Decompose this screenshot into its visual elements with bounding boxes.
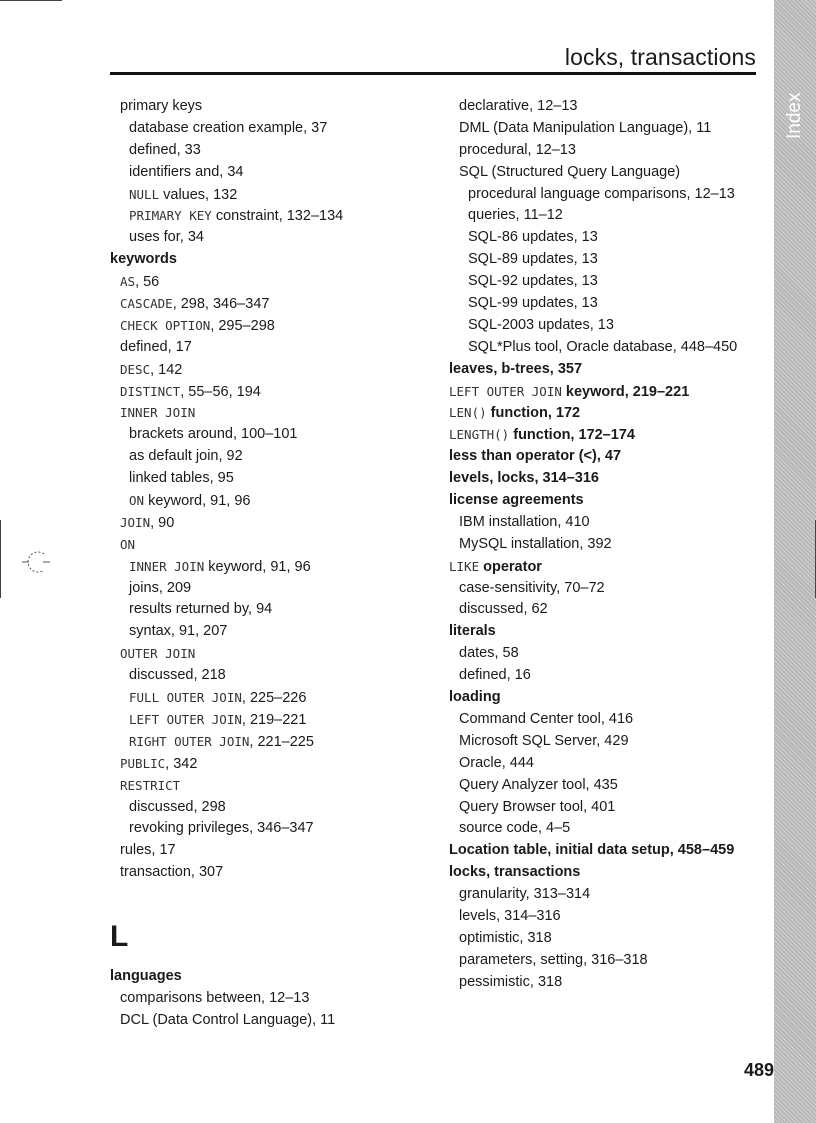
entry-text: syntax, 91, 207 [129,623,228,640]
entry-text: keyword, 91, 96 [204,558,311,575]
index-subentry [110,534,440,556]
entry-text: DCL (Data Control Language), 11 [120,1011,336,1028]
code-term: LEN() [449,405,487,421]
index-main-entry [449,359,764,381]
entry-text: MySQL installation, 392 [459,535,612,552]
index-subentry [110,709,440,731]
entry-text: as default join, 92 [129,448,243,465]
index-subentry [449,884,764,906]
index-subentry [449,512,764,534]
index-subentry [110,775,440,797]
entry-text: less than operator (<), 47 [449,448,622,465]
entry-text: defined, 17 [120,338,192,355]
entry-text: primary keys [120,98,203,114]
entry-text: Microsoft SQL Server, 429 [459,732,629,749]
code-term: AS [120,274,136,290]
code-term: CASCADE [120,296,173,312]
index-subentry [449,184,764,206]
index-subentry [110,665,440,687]
index-subentry [449,972,764,994]
entry-text: languages [110,968,182,985]
index-main-entry [110,249,440,271]
code-term: LEFT OUTER JOIN [129,711,242,727]
entry-text: SQL-99 updates, 13 [468,295,598,312]
entry-text: transaction, 307 [120,864,224,881]
code-term: LIKE [449,558,480,574]
index-main-entry [449,840,764,862]
index-subentry [449,140,764,162]
index-tab-strip [774,0,816,1123]
entry-text: comparisons between, 12–13 [120,989,310,1006]
entry-text: , 56 [135,274,160,291]
entry-text: SQL-92 updates, 13 [468,273,598,290]
index-main-entry [449,424,764,446]
code-term: DISTINCT [120,383,181,399]
code-term: ON [120,536,136,552]
code-term: PRIMARY KEY [129,208,212,224]
index-subentry [110,271,440,293]
entry-text: license agreements [449,492,584,509]
index-subentry [110,293,440,315]
index-subentry [449,599,764,621]
entry-text: case-sensitivity, 70–72 [459,579,605,596]
index-subentry [110,315,440,337]
header-rule [110,72,756,75]
index-subentry [449,249,764,271]
entry-text: defined, 33 [129,141,201,158]
entry-text: linked tables, 95 [129,470,234,487]
code-term: ON [129,493,145,509]
index-subentry [110,556,440,578]
index-subentry [110,643,440,665]
entry-text: constraint, 132–134 [211,208,344,225]
index-main-entry [449,556,764,578]
entry-text: loading [449,689,501,706]
entry-text: SQL-2003 updates, 13 [468,316,614,333]
code-term: CHECK OPTION [120,317,211,333]
index-main-entry [449,446,764,468]
code-term: PUBLIC [120,755,166,771]
index-subentry [110,162,440,184]
index-subentry [449,753,764,775]
index-column-left [110,96,440,1032]
entry-text: discussed, 62 [459,601,548,618]
entry-text: database creation example, 37 [129,119,328,136]
entry-text: L [110,920,129,954]
registration-target-icon [22,548,50,576]
entry-text: levels, 314–316 [459,907,561,924]
entry-text: Query Browser tool, 401 [459,798,616,815]
index-main-entry [449,468,764,490]
entry-text: , 298, 346–347 [172,296,270,313]
index-main-entry [449,381,764,403]
entry-text: Location table, initial data setup, 458–459 [449,842,735,859]
entry-text: discussed, 218 [129,667,226,684]
index-subentry [449,928,764,950]
index-subentry [110,490,440,512]
index-subentry [110,731,440,753]
index-subentry [449,709,764,731]
code-term: LEFT OUTER JOIN [449,383,562,399]
index-subentry [449,227,764,249]
entry-text: joins, 209 [129,579,192,596]
index-subentry [110,687,440,709]
index-subentry [449,96,764,118]
entry-text: , 219–221 [241,711,307,728]
code-term: INNER JOIN [129,558,205,574]
index-subentry [110,140,440,162]
index-subentry [110,402,440,424]
entry-text: function, 172 [486,405,581,422]
entry-text: literals [449,623,496,640]
index-subentry [110,96,440,118]
index-subentry [110,862,440,884]
entry-text: dates, 58 [459,645,519,662]
index-subentry [110,840,440,862]
entry-text: DML (Data Manipulation Language), 11 [459,119,712,136]
index-subentry [110,753,440,775]
entry-text: defined, 16 [459,667,531,684]
index-main-entry [449,490,764,512]
entry-text: locks, transactions [449,864,581,881]
index-subentry [110,988,440,1010]
index-subentry [110,205,440,227]
entry-text: source code, 4–5 [459,820,571,837]
entry-text: pessimistic, 318 [459,973,563,990]
entry-text: keyword, 219–221 [561,383,690,400]
code-term: RIGHT OUTER JOIN [129,733,250,749]
entry-text: , 295–298 [210,317,275,334]
index-subentry [449,797,764,819]
index-subentry [449,271,764,293]
entry-text: , 342 [165,755,198,772]
index-main-entry [449,402,764,424]
index-main-entry [449,621,764,643]
index-subentry [449,578,764,600]
section-spacer [110,884,440,908]
index-subentry [449,293,764,315]
entry-text: optimistic, 318 [459,929,552,946]
index-subentry [110,424,440,446]
index-subentry [449,643,764,665]
entry-text: operator [479,558,542,575]
entry-text: revoking privileges, 346–347 [129,820,314,837]
entry-text: identifiers and, 34 [129,163,244,180]
entry-text: keywords [110,251,177,268]
index-subentry [449,162,764,184]
code-term: DESC [120,361,151,377]
code-term: FULL OUTER JOIN [129,690,242,706]
entry-text: levels, locks, 314–316 [449,470,599,487]
entry-text: values, 132 [159,186,238,203]
code-term: OUTER JOIN [120,646,196,662]
index-column-right [449,96,764,994]
entry-text: Oracle, 444 [459,754,534,771]
index-subentry [110,184,440,206]
index-subentry [110,1010,440,1032]
entry-text: SQL (Structured Query Language) [459,163,681,180]
index-main-entry [449,862,764,884]
code-term: LENGTH() [449,427,510,443]
index-subentry [110,599,440,621]
entry-text: Query Analyzer tool, 435 [459,776,618,793]
entry-text: granularity, 313–314 [459,886,591,903]
page-number: 489 [743,1060,774,1080]
index-subentry [110,621,440,643]
index-subentry [110,337,440,359]
entry-text: , 55–56, 194 [180,383,261,400]
index-subentry [110,578,440,600]
crop-mark-top [0,0,62,1]
entry-text: SQL-89 updates, 13 [468,251,598,268]
index-subentry [110,468,440,490]
code-term: JOIN [120,514,151,530]
entry-text: rules, 17 [120,842,176,859]
index-subentry [110,818,440,840]
page-header-title: locks, transactions [564,44,756,70]
entry-text: , 142 [150,361,183,378]
index-subentry [449,775,764,797]
index-tab-label: Index [784,92,805,139]
entry-text: function, 172–174 [509,427,635,444]
index-subentry [449,665,764,687]
index-main-entry [110,966,440,988]
index-subentry [449,950,764,972]
index-subentry [449,534,764,556]
entry-text: , 221–225 [249,733,314,750]
entry-text: SQL*Plus tool, Oracle database, 448–450 [468,338,738,355]
index-subentry [449,118,764,140]
entry-text: Command Center tool, 416 [459,710,634,727]
entry-text: procedural, 12–13 [459,141,576,158]
index-subentry [449,337,764,359]
index-main-entry [449,687,764,709]
entry-text: , 90 [150,514,175,531]
code-term: NULL [129,186,160,202]
index-subentry [110,381,440,403]
entry-text: queries, 11–12 [468,207,563,224]
entry-text: uses for, 34 [129,229,204,246]
index-subentry [110,227,440,249]
entry-text: declarative, 12–13 [459,98,578,114]
entry-text: parameters, setting, 316–318 [459,951,648,968]
entry-text: leaves, b-trees, 357 [449,360,583,377]
index-subentry [449,818,764,840]
entry-text: brackets around, 100–101 [129,426,298,443]
index-subentry [449,315,764,337]
index-subentry [110,446,440,468]
entry-text: results returned by, 94 [129,601,273,618]
entry-text: discussed, 298 [129,798,226,815]
entry-text: keyword, 91, 96 [144,493,251,510]
code-term: RESTRICT [120,777,181,793]
registration-line-left [0,520,1,598]
entry-text: IBM installation, 410 [459,513,590,530]
index-subentry [449,906,764,928]
code-term: INNER JOIN [120,405,196,421]
index-subentry [110,118,440,140]
index-subentry [449,731,764,753]
index-subentry [110,797,440,819]
entry-text: SQL-86 updates, 13 [468,229,598,246]
entry-text: procedural language comparisons, 12–13 [468,185,735,202]
entry-text: , 225–226 [241,690,307,707]
index-subentry [110,512,440,534]
index-subentry [449,205,764,227]
index-subentry [110,359,440,381]
section-letter-heading [110,908,440,966]
